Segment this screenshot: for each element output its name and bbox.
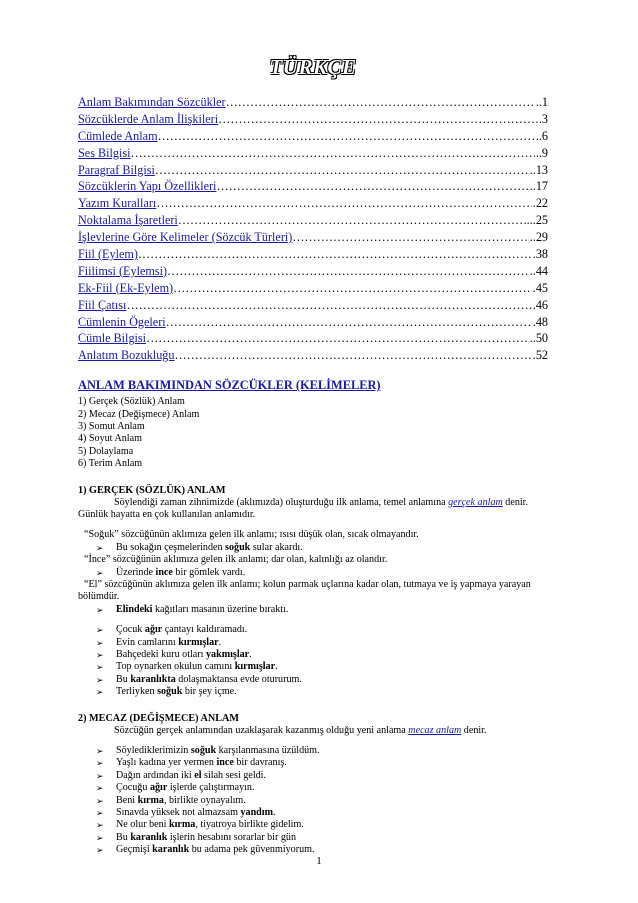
arrow-bullet-icon: ➢ — [96, 662, 104, 673]
toc-link[interactable]: Fiilimsi (Eylemsi) — [78, 263, 168, 278]
definition-text — [78, 497, 548, 509]
arrow-bullet-icon: ➢ — [96, 637, 104, 648]
list-item — [78, 795, 548, 807]
toc-link[interactable]: İşlevlerine Göre Kelimeler (Sözcük Türleri) — [78, 230, 293, 245]
list-item — [78, 674, 548, 686]
toc-link[interactable]: Cümlede Anlam — [78, 128, 158, 143]
example-sentence: Çocuk ağır çantayı kaldıramadı. — [116, 624, 248, 636]
toc-leader — [226, 94, 535, 111]
arrow-bullet-icon: ➢ — [96, 795, 104, 806]
toc-leader — [218, 111, 538, 128]
list-item: 4) Soyut Anlam — [78, 433, 142, 445]
spacer — [78, 616, 548, 624]
toc-leader — [174, 347, 531, 364]
section-heading: ANLAM BAKIMINDAN SÖZCÜKLER (KELİMELER) — [78, 378, 381, 393]
toc-row[interactable] — [78, 212, 548, 229]
example-sentence: Çocuğu ağır işlerde çalıştırmayın. — [116, 782, 255, 794]
toc-page: .22 — [532, 196, 548, 211]
list-item — [78, 542, 548, 554]
toc-page: ..1 — [535, 95, 548, 109]
toc-page: ...25 — [526, 213, 548, 228]
example-sentence: Bu karanlıkta dolaşmaktansa evde otururum. — [116, 673, 302, 685]
toc-page: ..17 — [529, 179, 548, 194]
toc-link[interactable]: Cümlenin Ögeleri — [78, 314, 166, 329]
text: Sözcüğün gerçek anlamından uzaklaşarak kazanmış olduğu yeni anlama — [114, 724, 409, 736]
list-item — [78, 637, 548, 649]
text: denir. — [502, 496, 529, 508]
list-item — [78, 757, 548, 769]
example-sentence: Söylediklerimizin soğuk karşılanmasına üzüldüm. — [116, 744, 320, 756]
page-number: 1 — [316, 855, 322, 867]
list-item — [78, 604, 548, 616]
example-sentence: Geçmişi karanlık bu adama pek güvenmiyorum. — [116, 844, 315, 856]
toc-leader — [167, 263, 529, 280]
toc-leader — [166, 314, 532, 331]
example-sentence: Üzerinde ince bir gömlek vardı. — [116, 566, 246, 578]
toc-row[interactable] — [78, 314, 548, 331]
arrow-bullet-icon: ➢ — [96, 604, 104, 615]
meaning-types-list — [78, 396, 548, 470]
arrow-bullet-icon: ➢ — [96, 649, 104, 660]
toc-leader — [146, 330, 529, 347]
toc-page: .46 — [532, 297, 548, 312]
list-item: 3) Somut Anlam — [78, 421, 145, 433]
definition-text — [78, 725, 548, 737]
toc-link[interactable]: Fiil Çatısı — [78, 297, 127, 312]
table-of-contents — [78, 94, 548, 364]
toc-leader — [173, 280, 532, 297]
arrow-bullet-icon: ➢ — [96, 807, 104, 818]
example-explanation: “El” sözcüğünün aklımıza gelen ilk anlamı; kolun parmak uçlarına kadar olan, tutmaya ve iş yapmaya yarayan — [84, 579, 531, 590]
toc-link[interactable]: Sözcüklerin Yapı Özellikleri — [78, 179, 217, 194]
list-item: 2) Mecaz (Değişmece) Anlam — [78, 408, 200, 420]
spacer — [78, 737, 548, 745]
list-item — [78, 770, 548, 782]
toc-page: ..44 — [529, 263, 548, 278]
arrow-bullet-icon: ➢ — [96, 770, 104, 781]
toc-leader — [178, 212, 526, 229]
toc-link[interactable]: Ek-Fiil (Ek-Eylem) — [78, 280, 174, 295]
list-item: 1) Gerçek (Sözlük) Anlam — [78, 396, 185, 408]
toc-leader — [131, 145, 535, 162]
example-sentence: Evin camlarını kırmışlar. — [116, 636, 222, 648]
arrow-bullet-icon: ➢ — [96, 783, 104, 794]
subheading-mecaz-anlam: 2) MECAZ (DEĞİŞMECE) ANLAM — [78, 712, 240, 724]
definition-text: Günlük hayatta en çok kullanılan anlamıdır. — [78, 509, 256, 520]
arrow-bullet-icon: ➢ — [96, 567, 104, 578]
example-sentence: Ne olur beni kırma, tiyatroya birlikte gidelim. — [116, 819, 304, 831]
toc-leader — [155, 162, 529, 179]
list-item — [78, 686, 548, 698]
document-page — [78, 54, 548, 856]
toc-row[interactable] — [78, 280, 548, 297]
example-sentence: Yaşlı kadına yer vermen ince bir davranış. — [116, 757, 287, 769]
toc-row[interactable] — [78, 195, 548, 212]
toc-leader — [292, 229, 528, 246]
arrow-bullet-icon: ➢ — [96, 845, 104, 856]
toc-link[interactable]: Cümle Bilgisi — [78, 331, 147, 346]
toc-leader — [126, 297, 531, 314]
example-sentence: Top oynarken okulun camını kırmışlar. — [116, 661, 278, 673]
toc-row[interactable] — [78, 246, 548, 263]
toc-row[interactable] — [78, 347, 548, 364]
toc-page: .52 — [532, 348, 548, 363]
toc-link[interactable]: Yazım Kuralları — [78, 196, 157, 211]
subheading-gercek-anlam: 1) GERÇEK (SÖZLÜK) ANLAM — [78, 484, 226, 496]
arrow-bullet-icon: ➢ — [96, 687, 104, 698]
spacer — [78, 521, 548, 529]
toc-row[interactable] — [78, 330, 548, 347]
toc-row[interactable] — [78, 94, 548, 111]
list-item: 6) Terim Anlam — [78, 458, 143, 470]
toc-page: ..13 — [529, 162, 548, 177]
toc-leader — [158, 128, 538, 145]
toc-row[interactable] — [78, 178, 548, 195]
toc-page: ..9 — [535, 145, 548, 160]
list-item — [78, 567, 548, 579]
example-sentence: Bu karanlık işlerin hesabını sorarlar bir gün — [116, 831, 297, 843]
arrow-bullet-icon: ➢ — [96, 758, 104, 769]
toc-row[interactable] — [78, 145, 548, 162]
arrow-bullet-icon: ➢ — [96, 625, 104, 636]
toc-row[interactable] — [78, 229, 548, 246]
toc-link[interactable]: Paragraf Bilgisi — [78, 162, 155, 177]
toc-row[interactable] — [78, 297, 548, 314]
toc-row[interactable] — [78, 128, 548, 145]
toc-page: .38 — [532, 247, 548, 262]
example-sentence: Elindeki kağıtları masanın üzerine bıraktı. — [116, 603, 289, 615]
list-item — [78, 782, 548, 794]
toc-page: ..29 — [529, 230, 548, 245]
example-explanation: “Soğuk” sözcüğünün aklımıza gelen ilk anlamı; ısısı düşük olan, sıcak olmayandır. — [84, 529, 419, 541]
toc-row[interactable] — [78, 162, 548, 179]
toc-link[interactable]: Anlam Bakımından Sözcükler — [78, 95, 226, 109]
toc-page: .48 — [532, 314, 548, 329]
arrow-bullet-icon: ➢ — [96, 674, 104, 685]
example-sentence: Terliyken soğuk bir şey içme. — [116, 686, 237, 698]
toc-leader — [156, 195, 531, 212]
list-item — [78, 819, 548, 831]
toc-page: ..50 — [529, 331, 548, 346]
text: Söylendiği zaman zihnimizde (aklımızda) oluşturduğu ilk anlama, temel anlamına — [114, 496, 449, 508]
example-sentence: Sınavda yüksek not almazsam yandım. — [116, 806, 276, 818]
toc-row[interactable] — [78, 263, 548, 280]
example-sentence: Bahçedeki kuru otları yakmışlar. — [116, 648, 252, 660]
toc-leader — [216, 178, 528, 195]
toc-link[interactable]: Ses Bilgisi — [78, 145, 131, 160]
example-sentence: Dağın ardından iki el silah sesi geldi. — [116, 769, 266, 781]
example-sentence: Bu sokağın çeşmelerinden soğuk sular akardı. — [116, 541, 303, 553]
example-explanation: bölümdür. — [78, 591, 120, 603]
toc-page: .6 — [538, 128, 548, 143]
list-item — [78, 624, 548, 636]
term-link: mecaz anlam — [408, 724, 462, 736]
term-link: gerçek anlam — [448, 496, 503, 508]
arrow-bullet-icon: ➢ — [96, 832, 104, 843]
toc-link[interactable]: Anlatım Bozukluğu — [78, 348, 175, 363]
text: denir. — [461, 724, 487, 736]
toc-link[interactable]: Fiil (Eylem) — [78, 247, 138, 262]
toc-leader — [138, 246, 532, 263]
toc-page: .45 — [532, 280, 548, 295]
page-title: TÜRKÇE — [269, 55, 357, 79]
list-item — [78, 745, 548, 757]
toc-row[interactable] — [78, 111, 548, 128]
toc-link[interactable]: Sözcüklerde Anlam İlişkileri — [78, 111, 219, 126]
toc-link[interactable]: Noktalama İşaretleri — [78, 213, 178, 228]
arrow-bullet-icon: ➢ — [96, 542, 104, 553]
toc-page: .3 — [538, 111, 548, 126]
arrow-bullet-icon: ➢ — [96, 820, 104, 831]
list-item — [78, 649, 548, 661]
example-explanation: “İnce” sözcüğünün aklımıza gelen ilk anlamı; dar olan, kalınlığı az olandır. — [84, 554, 388, 566]
list-item — [78, 661, 548, 673]
arrow-bullet-icon: ➢ — [96, 745, 104, 756]
list-item — [78, 807, 548, 819]
example-sentence: Beni kırma, birlikte oynayalım. — [116, 794, 246, 806]
list-item — [78, 832, 548, 844]
list-item: 5) Dolaylama — [78, 445, 134, 457]
